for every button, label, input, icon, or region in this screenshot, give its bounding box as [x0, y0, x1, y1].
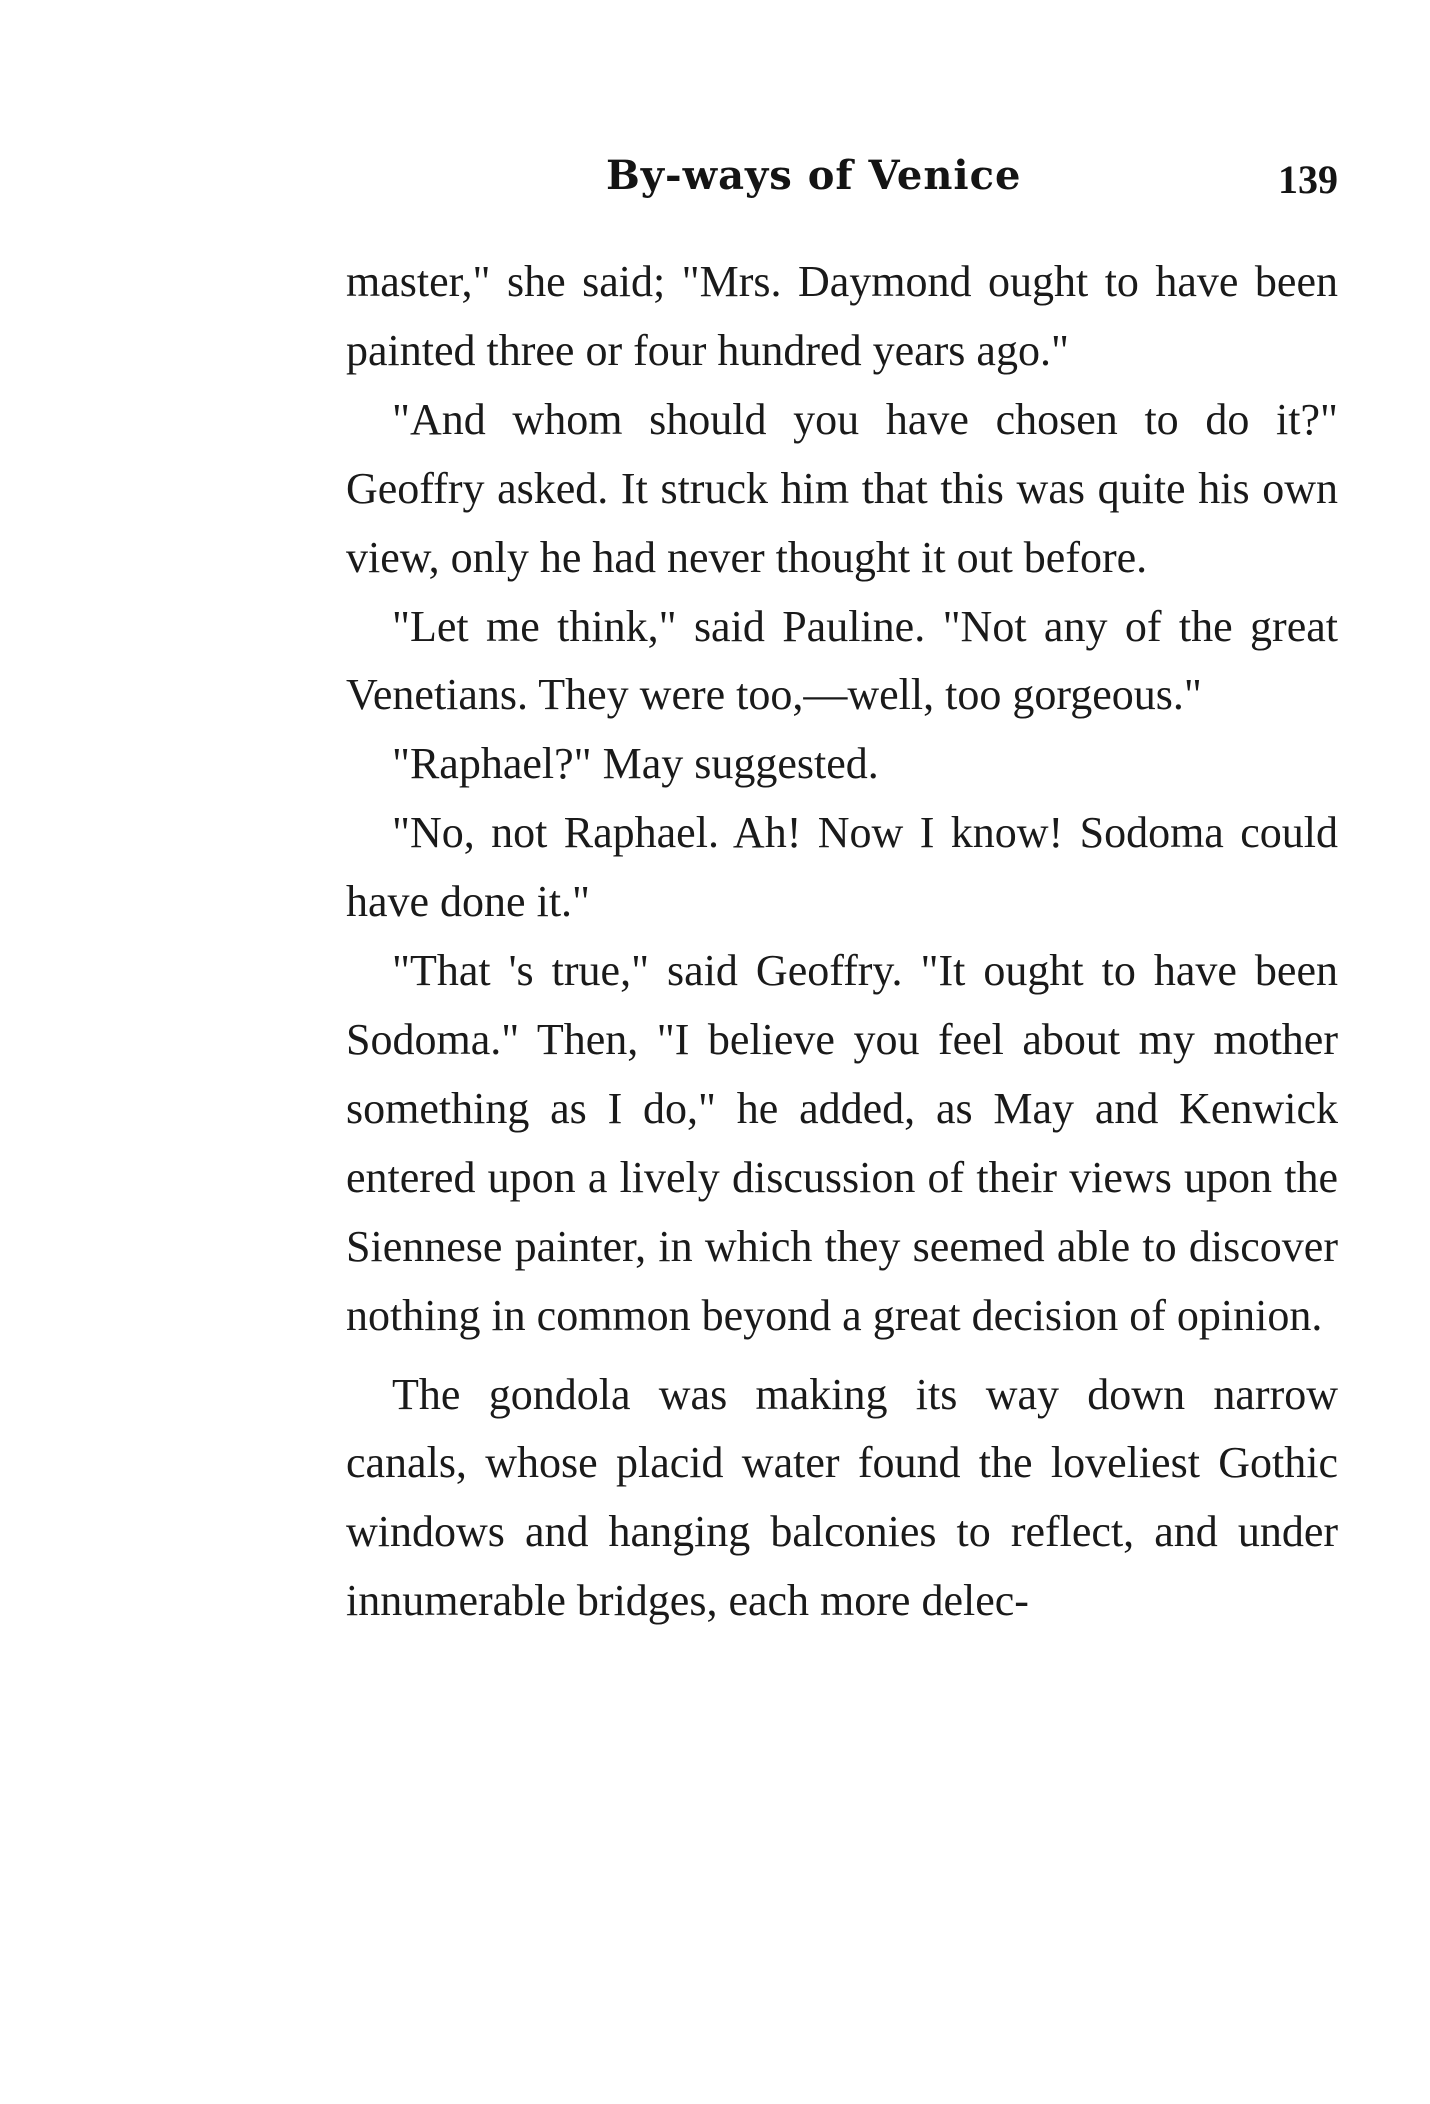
running-title: By-ways of Venice — [606, 152, 1022, 199]
paragraph-3: "Let me think," said Pauline. "Not any of the great Venetians. They were too,—well, too gorgeous." — [346, 601, 1338, 720]
body-text — [346, 248, 1338, 1636]
paragraph-1: master," she said; "Mrs. Daymond ought to have been painted three or four hundred years ago." — [346, 257, 1338, 375]
running-head — [346, 152, 1338, 212]
page-number: 139 — [1278, 157, 1338, 202]
paragraph-5: "No, not Raphael. Ah! Now I know! Sodoma could have done it." — [346, 808, 1338, 927]
paragraph-4: "Raphael?" May suggested. — [392, 739, 879, 789]
paragraph-2: "And whom should you have chosen to do it?" Geoffry asked. It struck him that this was quite his own view, only he had never thought it out before. — [346, 394, 1338, 582]
paragraph-6: "That 's true," said Geoffry. "It ought to have been Sodoma." Then, "I believe you feel about my mother something as I do," he added, as May and Kenwick entered upon a lively discussion of their views upon the Siennese painter, in which they seemed able to discover nothing in common beyond a great decision of opinion. — [346, 946, 1338, 1340]
paragraph-7: The gondola was making its way down narrow canals, whose placid water found the loveliest Gothic windows and hanging balconies to reflect, and under innumerable bridges, each more delec- — [346, 1369, 1338, 1626]
